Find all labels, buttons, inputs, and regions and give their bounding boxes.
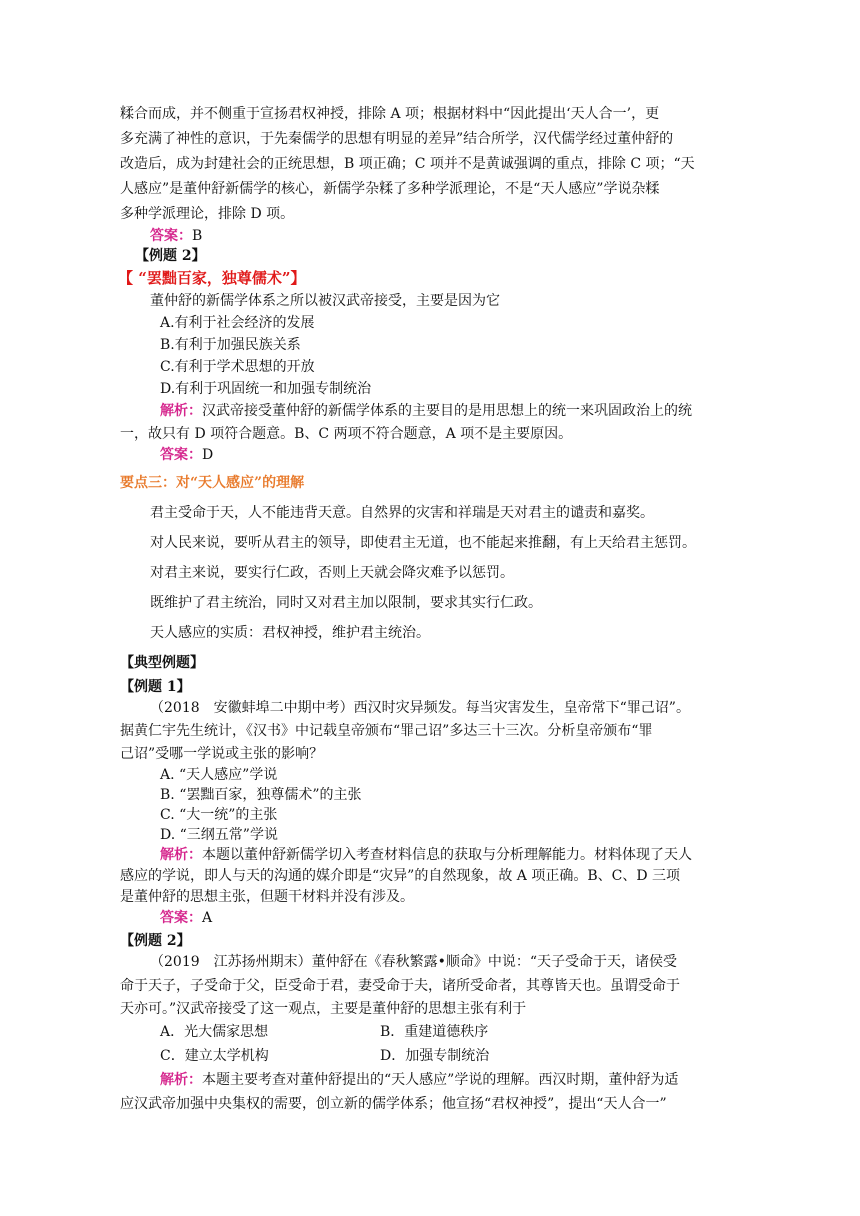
example-2b-option-c: C．建立太学机构 [160,1048,269,1064]
example-1-stem-3: 己诏”受哪一学说或主张的影响？ [120,746,324,762]
question-stem: 董仲舒的新儒学体系之所以被汉武帝接受，主要是因为它 [150,293,500,309]
example-2b-explanation-2: 应汉武帝加强中央集权的需要，创立新的儒学体系；他宣扬“君权神授”，提出“天人合一” [120,1096,667,1112]
point-3-para-1: 君主受命于天，人不能违背天意。自然界的灾害和祥瑞是天对君主的谴责和嘉奖。 [150,505,654,521]
example-2b-heading: 【例题 2】 [120,933,191,949]
example-2b-stem-1: （2019 江苏扬州期末）董仲舒在《春秋繁露•顺命》中说：“天子受命于天，诸侯受 [150,954,678,970]
example-1-answer [160,908,212,928]
example-1-heading: 【例题 1】 [120,679,191,695]
example-1-explanation-1: 解析：本题以董仲舒新儒学切入考查材料信息的获取与分析理解能力。材料体现了天人 [160,847,692,863]
example-1-stem-1: （2018 安徽蚌埠二中期中考）西汉时灾异频发。每当灾害发生，皇帝常下“罪己诏”。 [150,700,690,716]
point-3-para-3: 对君主来说，要实行仁政，否则上天就会降灾难予以惩罚。 [150,565,514,581]
explanation-line-2: 一，故只有 D 项符合题意。B、C 两项不符合题意，A 项不是主要原因。 [120,426,573,442]
option-a: A.有利于社会经济的发展 [160,315,315,331]
answer-label: 答案： [160,447,202,463]
answer-value: A [202,910,213,926]
example-2b-option-a: A．光大儒家思想 [160,1024,269,1040]
point-3-para-4: 既维护了君主统治，同时又对君主加以限制，要求其实行仁政。 [150,595,542,611]
analysis-line-4: 人感应”是董仲舒新儒学的核心，新儒学杂糅了多种学派理论，不是“天人感应”学说杂糅 [120,181,660,197]
analysis-line-2: 多充满了神性的意识，于先秦儒学的思想有明显的差异”结合所学，汉代儒学经过董仲舒的 [120,131,674,147]
example-2b-explanation-1: 解析：本题主要考查对董仲舒提出的“天人感应”学说的理解。西汉时期，董仲舒为适 [160,1072,679,1088]
example-1-option-b: B. “罢黜百家，独尊儒术”的主张 [160,787,362,803]
example-2b-option-d: D．加强专制统治 [380,1048,490,1064]
answer-label: 答案： [150,228,192,244]
example-2b-stem-3: 天亦可。”汉武帝接受了这一观点，主要是董仲舒的思想主张有利于 [120,1001,527,1017]
answer-label: 答案： [160,910,202,926]
answer-line-2 [160,445,213,465]
option-d: D.有利于巩固统一和加强专制统治 [160,381,372,397]
example-2b-stem-2: 命于天子，子受命于父，臣受命于君，妻受命于夫，诸所受命者，其尊皆天也。虽谓受命于 [120,978,680,994]
example-1-explanation-3: 是董仲舒的思想主张，但题干材料并没有涉及。 [120,889,414,905]
example-1-option-d: D. “三纲五常”学说 [160,827,278,843]
answer-value: B [192,228,203,244]
topic-title: 【 “罢黜百家，独尊儒术”】 [118,269,306,287]
point-3-para-5: 天人感应的实质：君权神授，维护君主统治。 [150,625,430,641]
explanation-label: 解析： [160,1072,202,1088]
example-1-option-a: A. “天人感应”学说 [160,767,278,783]
explanation-label: 解析： [160,403,202,419]
point-3-heading: 要点三：对“天人感应”的理解 [120,475,305,491]
explanation-label: 解析： [160,847,202,863]
explanation-line-1: 解析：汉武帝接受董仲舒的新儒学体系的主要目的是用思想上的统一来巩固政治上的统 [160,403,692,419]
typical-examples-heading: 【典型例题】 [120,655,204,671]
analysis-line-3: 改造后，成为封建社会的正统思想，B 项正确；C 项并不是黄诚强调的重点，排除 C 项；“天 [120,156,695,172]
example-1-explanation-2: 感应的学说，即人与天的沟通的媒介即是“灾异”的自然现象，故 A 项正确。B、C、D 三项 [120,868,680,884]
analysis-line-5: 多种学派理论，排除 D 项。 [120,206,295,222]
example-1-option-c: C. “大一统”的主张 [160,807,278,823]
point-3-para-2: 对人民来说，要听从君主的领导，即使君主无道，也不能起来推翻，有上天给君主惩罚。 [150,535,696,551]
answer-value: D [202,447,214,463]
example-2b-option-b: B．重建道德秩序 [380,1024,489,1040]
example-2-heading: 【例题 2】 [135,248,206,264]
example-1-stem-2: 据黄仁宇先生统计，《汉书》中记载皇帝颁布“罪己诏”多达三十三次。分析皇帝颁布“罪 [120,723,653,739]
option-c: C.有利于学术思想的开放 [160,359,315,375]
option-b: B.有利于加强民族关系 [160,337,301,353]
analysis-line-1: 糅合而成，并不侧重于宣扬君权神授，排除 A 项；根据材料中“因此提出‘天人合一’，更 [120,106,660,122]
answer-line [150,226,202,246]
